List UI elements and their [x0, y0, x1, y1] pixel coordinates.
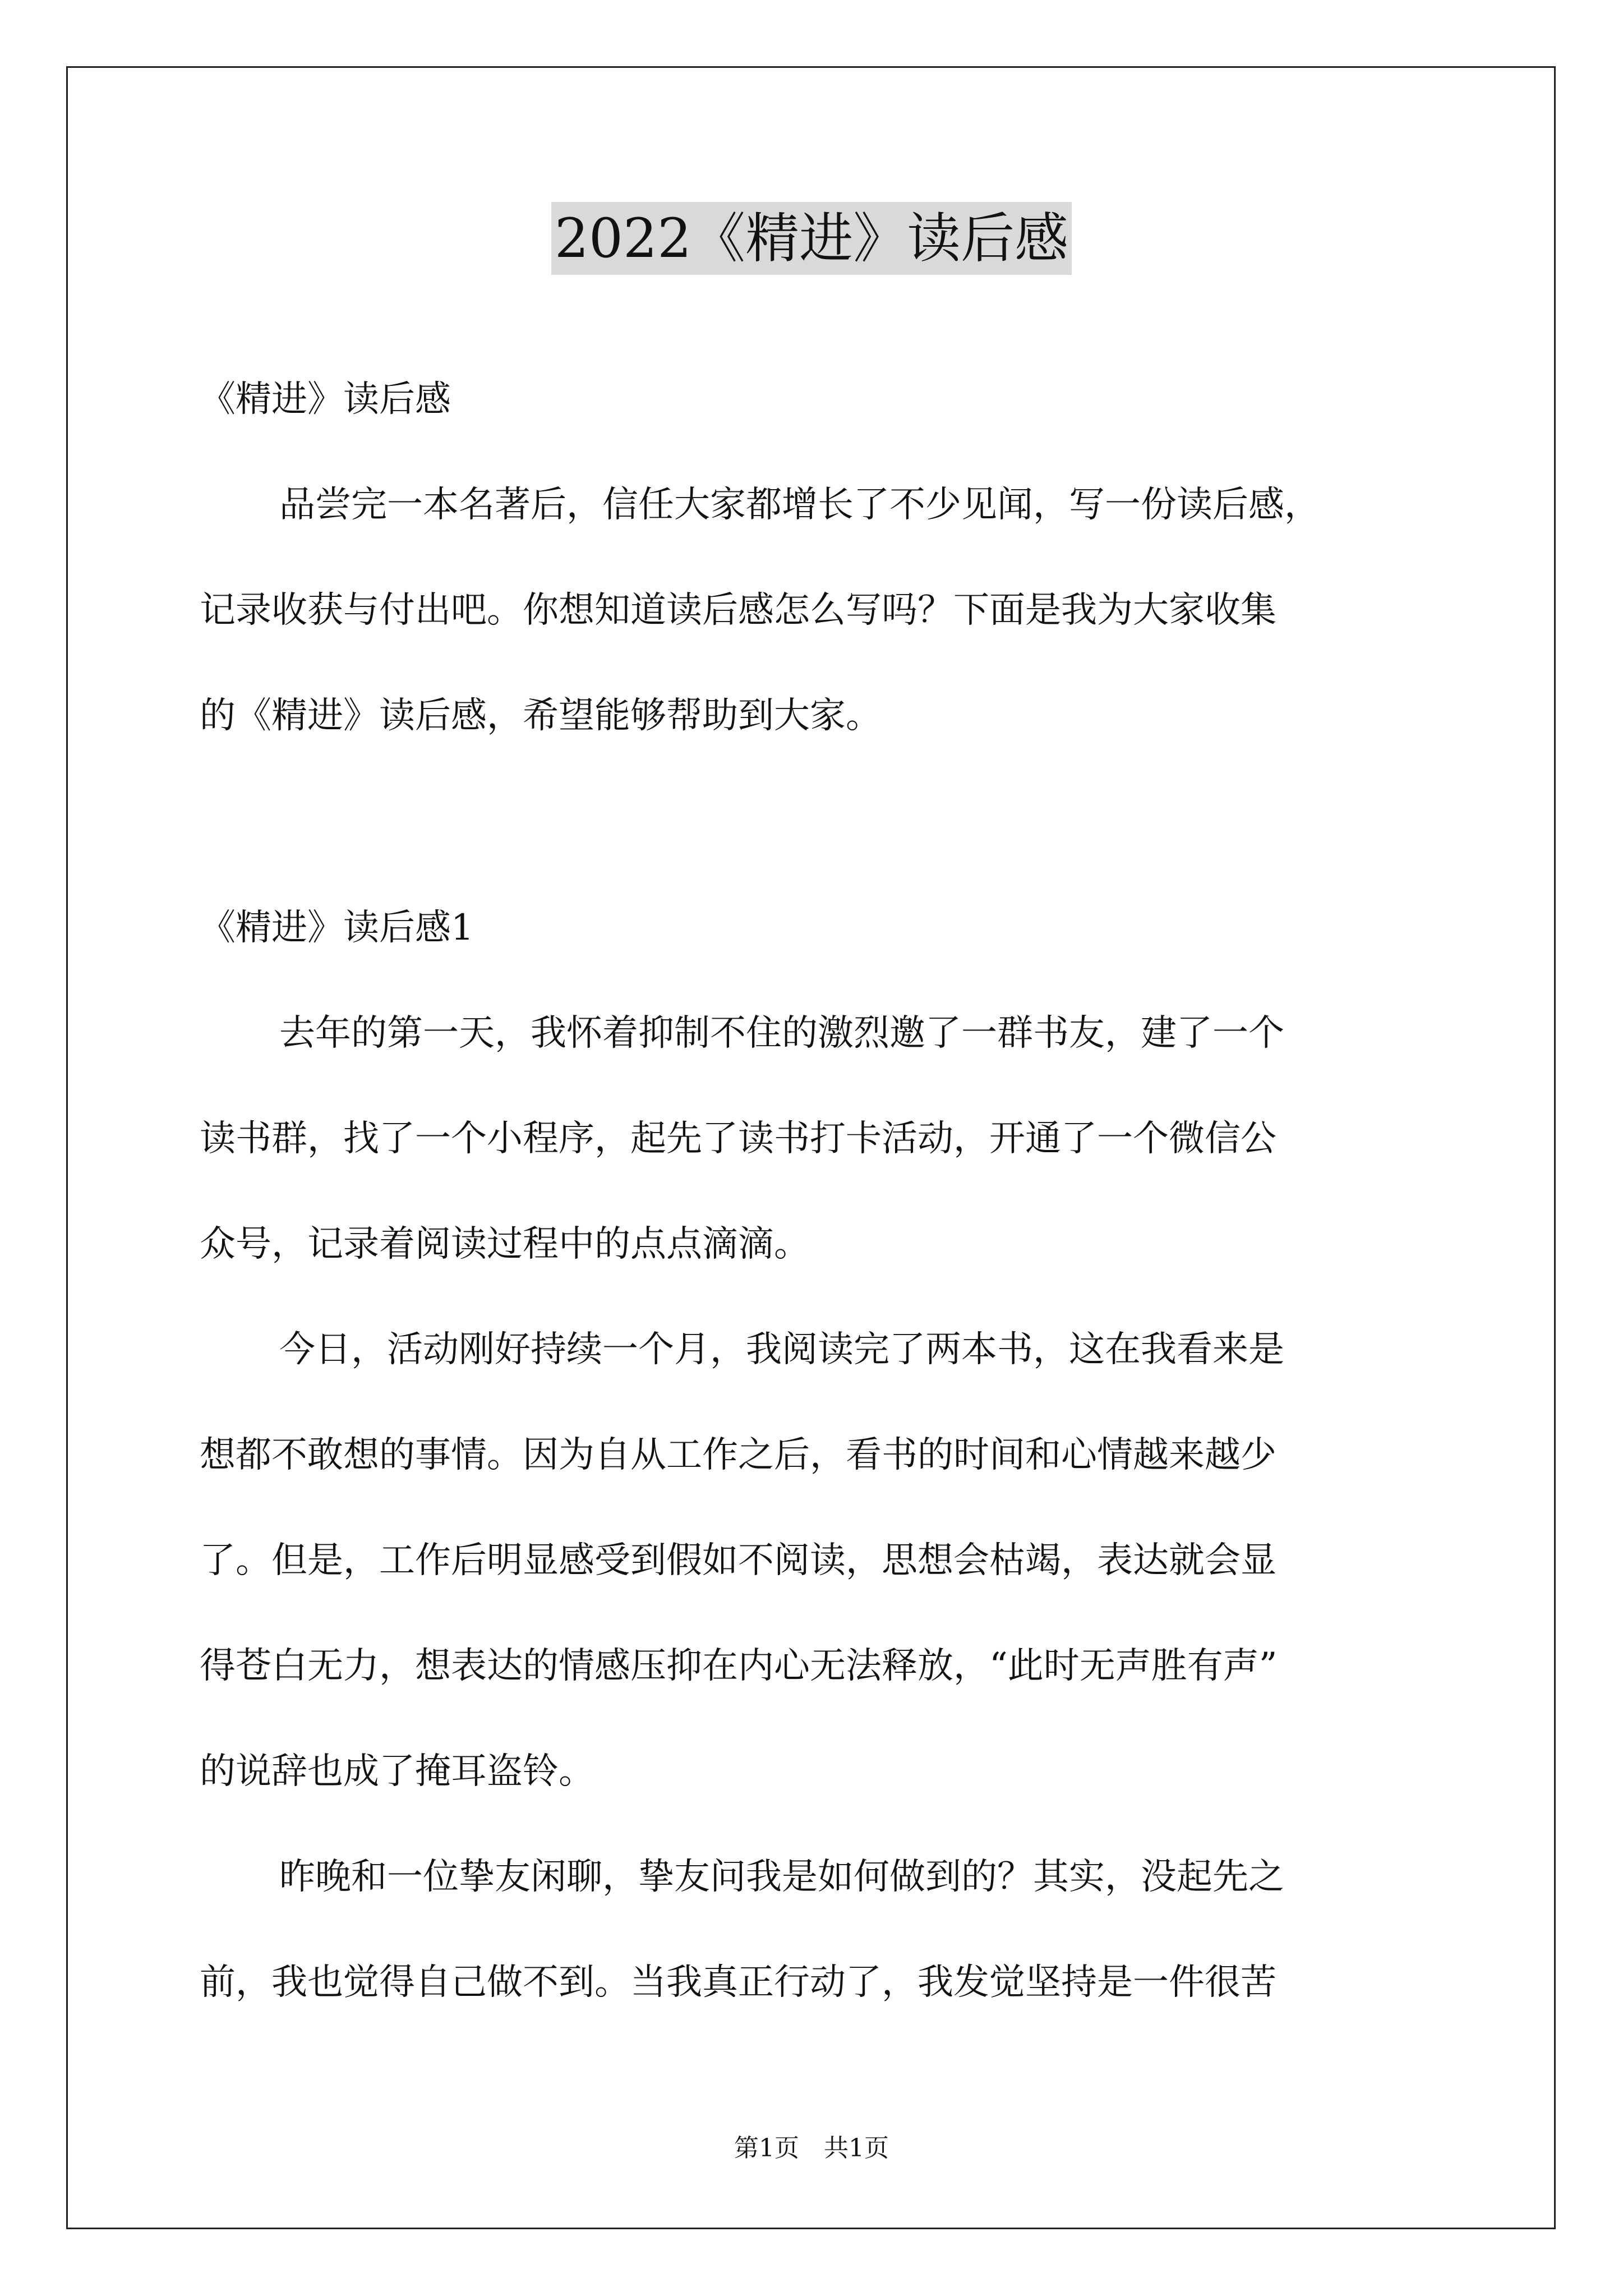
document-title: 2022《精进》读后感 — [551, 202, 1072, 275]
body-line: 今日，活动刚好持续一个月，我阅读完了两本书，这在我看来是 — [279, 1329, 1284, 1370]
body-line: 读书群，找了一个小程序，起先了读书打卡活动，开通了一个微信公 — [200, 1118, 1276, 1159]
body-line: 昨晚和一位挚友闲聊，挚友问我是如何做到的？其实，没起先之 — [279, 1856, 1284, 1898]
body-line: 的说辞也成了掩耳盗铃。 — [200, 1751, 594, 1792]
body-line: 得苍白无力，想表达的情感压抑在内心无法释放，“此时无声胜有声” — [200, 1645, 1278, 1687]
intro-line: 记录收获与付出吧。你想知道读后感怎么写吗？下面是我为大家收集 — [200, 590, 1276, 631]
page-footer — [0, 2132, 1623, 2165]
body-line: 了。但是，工作后明显感受到假如不阅读，思想会枯竭，表达就会显 — [200, 1540, 1276, 1581]
intro-line: 的《精进》读后感，希望能够帮助到大家。 — [200, 695, 882, 737]
page-total: 共1页 — [824, 2134, 889, 2162]
body-line: 前，我也觉得自己做不到。当我真正行动了，我发觉坚持是一件很苦 — [200, 1962, 1276, 2003]
intro-line: 品尝完一本名著后，信任大家都增长了不少见闻，写一份读后感， — [279, 484, 1320, 526]
section-gap — [200, 769, 1439, 875]
section-heading: 《精进》读后感1 — [200, 907, 474, 949]
subtitle: 《精进》读后感 — [200, 379, 451, 420]
body-line: 想都不敢想的事情。因为自从工作之后，看书的时间和心情越来越少 — [200, 1434, 1276, 1476]
body-line: 去年的第一天，我怀着抑制不住的激烈邀了一群书友，建了一个 — [279, 1013, 1284, 1054]
title-container — [0, 202, 1623, 275]
page-number: 第1页 — [734, 2134, 799, 2162]
document-body — [200, 347, 1439, 2035]
body-line: 众号，记录着阅读过程中的点点滴滴。 — [200, 1223, 810, 1265]
